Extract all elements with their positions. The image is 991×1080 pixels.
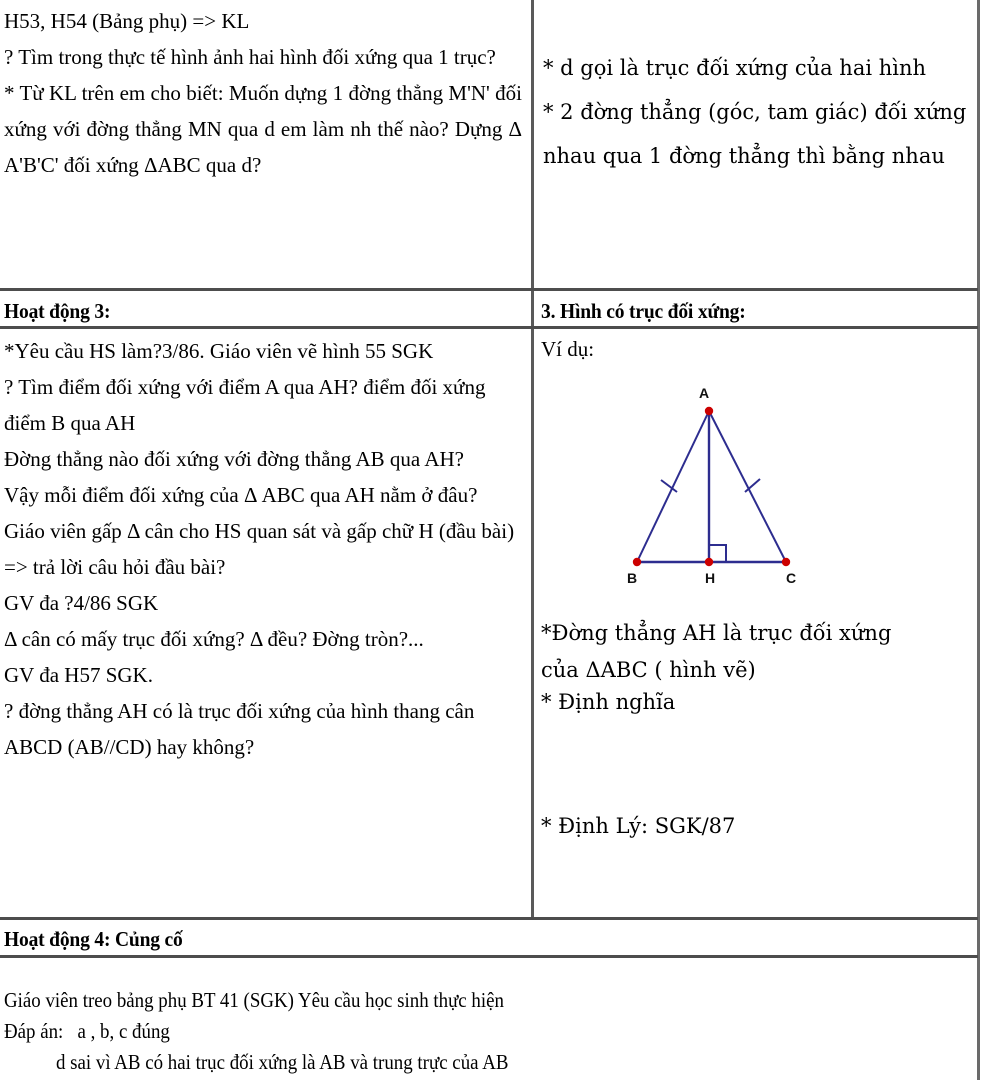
rule-below-activity3-header [0,326,978,329]
row1-left-line-2: ? Tìm trong thực tế hình ảnh hai hình đối xứng qua 1 trục? [4,45,496,69]
activity3-left-line-6: GV đa ?4/86 SGK [4,591,159,615]
activity3-left-line-8: GV đa H57 SGK. [4,663,153,687]
vertex-point-C [782,558,790,566]
row1-left-line-1: H53, H54 (Bảng phụ) => KL [4,9,250,33]
cell-row1-left [4,3,522,183]
vertex-label-A: A [698,385,710,401]
triangle-figure-svg [600,375,830,595]
vertex-label-B: B [626,570,638,586]
cell-activity4-header [4,924,964,954]
rule-above-activity4 [0,917,978,920]
activity3-left-line-3: Đờng thẳng nào đối xứng với đờng thẳng AB qua AH? [4,447,464,471]
example-label: Ví dụ: [541,337,595,361]
activity3-left-line-5: Giáo viên gấp Δ cân cho HS quan sát và gấp chữ H (đầu bài) => trả lời câu hỏi đầu bài? [4,519,515,579]
column-divider [531,0,534,917]
section3-note-line-1: *Đờng thẳng AH là trục đối xứng [541,621,892,645]
activity4-body-line-1: Giáo viên treo bảng phụ BT 41 (SGK) Yêu cầu học sinh thực hiện [4,988,504,1012]
section3-theorem-line: * Định Lý: SGK/87 [541,814,736,838]
segment-AC [709,411,786,562]
activity3-left-line-2: ? Tìm điểm đối xứng với điểm A qua AH? điểm đối xứng điểm B qua AH [4,375,486,435]
cell-section3-theorem [541,811,973,848]
triangle-figure [600,375,830,595]
rule-below-activity4-header [0,955,978,958]
activity3-left-line-7: Δ cân có mấy trục đối xứng? Δ đều? Đờng tròn?... [4,627,424,651]
row1-right-line-1: * d gọi là trục đối xứng của hai hình [543,56,927,80]
vertex-point-B [633,558,641,566]
rule-above-activity3 [0,288,978,291]
cell-activity3-body-left [4,333,528,765]
example-label-wrap [541,335,971,363]
cell-activity3-header-left [4,296,524,326]
segment-AB [637,411,709,562]
activity3-title: Hoạt động 3: [4,299,111,323]
activity3-left-line-1: *Yêu cầu HS làm?3/86. Giáo viên vẽ hình 55 SGK [4,339,434,363]
vertex-label-C: C [785,570,797,586]
row1-right-line-2: * 2 đờng thẳng (góc, tam giác) đối xứng nhau qua 1 đờng thẳng thì bằng nhau [543,100,967,168]
vertex-point-H [705,558,713,566]
row1-left-line-3: * Từ KL trên em cho biết: Muốn dựng 1 đờng thẳng M'N' đối xứng với đờng thẳng MN qua d em làm nh thế nào? Dựng Δ A'B'C' đối xứng ΔABC qua d? [4,81,522,177]
activity4-title: Hoạt động 4: Củng cố [4,927,183,951]
cell-row1-right [543,46,973,178]
activity4-body-line-3: d sai vì AB có hai trục đối xứng là AB và trung trực của AB [4,1050,509,1074]
section3-note-line-3: * Định nghĩa [541,690,676,714]
section3-note-line-2: của ΔABC ( hình vẽ) [541,658,756,682]
activity4-body-line-2: Đáp án: a , b, c đúng [4,1019,170,1043]
cell-activity3-header-right [541,296,971,326]
vertex-point-A [705,407,713,415]
section3-title: 3. Hình có trục đối xứng: [541,299,746,323]
vertex-label-H: H [704,570,716,586]
cell-activity4-body [4,985,964,1078]
activity3-left-line-9: ? đờng thẳng AH có là trục đối xứng của hình thang cân ABCD (AB//CD) hay không? [4,699,475,759]
cell-section3-notes [541,618,973,724]
activity3-left-line-4: Vậy mỗi điểm đối xứng của Δ ABC qua AH nằm ở đâu? [4,483,478,507]
